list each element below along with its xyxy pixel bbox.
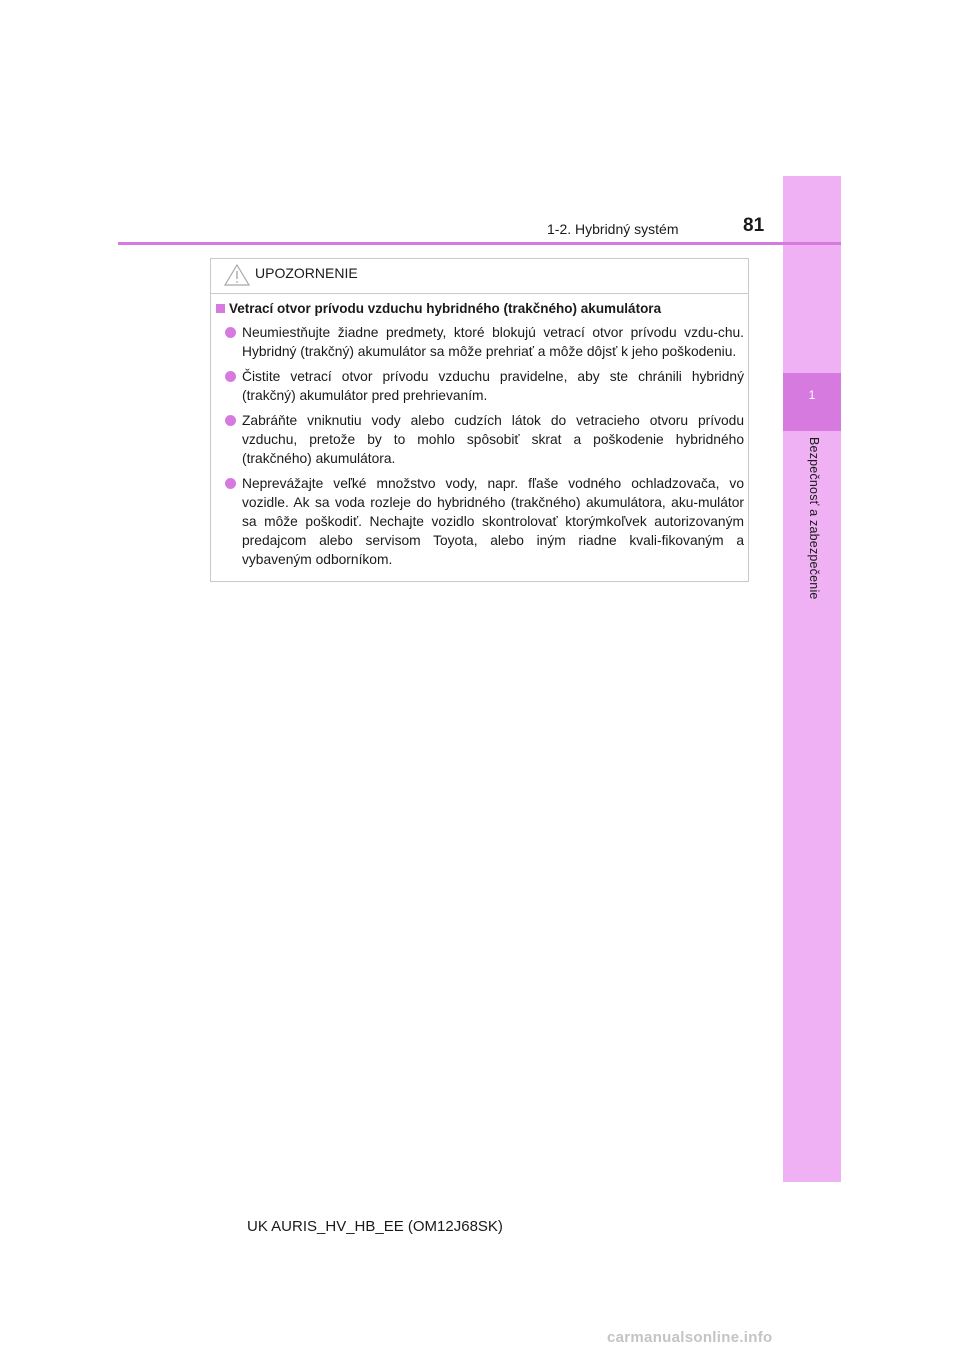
caution-box [210, 258, 749, 582]
list-item-text: Zabráňte vniknutiu vody alebo cudzích látok do vetracieho otvoru prívodu vzduchu, pretože by to mohlo spôsobiť skrat a poškodenie hybridného (trakčného) akumulátora. [242, 413, 744, 466]
caution-list [225, 323, 744, 575]
chapter-tab-active [783, 373, 841, 431]
caution-heading [216, 301, 744, 316]
caution-heading-text: Vetrací otvor prívodu vzduchu hybridného (trakčného) akumulátora [229, 301, 662, 316]
bullet-dot-icon [225, 415, 236, 426]
list-item [225, 323, 744, 361]
caution-title: UPOZORNENIE [255, 265, 358, 281]
manual-code: UK AURIS_HV_HB_EE (OM12J68SK) [247, 1218, 503, 1235]
list-item-text: Neumiestňujte žiadne predmety, ktoré blokujú vetrací otvor prívodu vzdu-chu. Hybridný (trakčný) akumulátor sa môže prehriať a môže dôjsť k jeho poškodeniu. [242, 325, 744, 359]
bullet-dot-icon [225, 478, 236, 489]
bullet-dot-icon [225, 371, 236, 382]
list-item [225, 474, 744, 569]
chapter-number: 1 [808, 388, 816, 402]
bullet-dot-icon [225, 327, 236, 338]
section-title: 1-2. Hybridný systém [547, 221, 679, 237]
chapter-label: Bezpečnosť a zabezpečenie [807, 437, 821, 600]
watermark: carmanualsonline.info [607, 1329, 773, 1346]
list-item-text: Neprevážajte veľké množstvo vody, napr. fľaše vodného ochladzovača, vo vozidle. Ak sa voda rozleje do hybridného (trakčného) akumulátora, aku-mulátor sa môže poškodiť. Nechajte vozidlo skontrolovať ktorýmkoľvek autorizovaným predajcom alebo servisom Toyota, alebo iným riadne kvali-fikovaným a vybaveným odborníkom. [242, 476, 744, 567]
list-item [225, 367, 744, 405]
warning-triangle-icon [224, 264, 250, 286]
list-item-text: Čistite vetrací otvor prívodu vzduchu pravidelne, aby ste chránili hybridný (trakčný) akumulátor pred prehrievaním. [242, 369, 744, 403]
page-number: 81 [743, 215, 765, 236]
square-bullet-icon [216, 304, 225, 313]
list-item [225, 411, 744, 468]
caution-header [211, 259, 748, 294]
chapter-side-tab [783, 176, 841, 1182]
header-rule [118, 242, 841, 245]
